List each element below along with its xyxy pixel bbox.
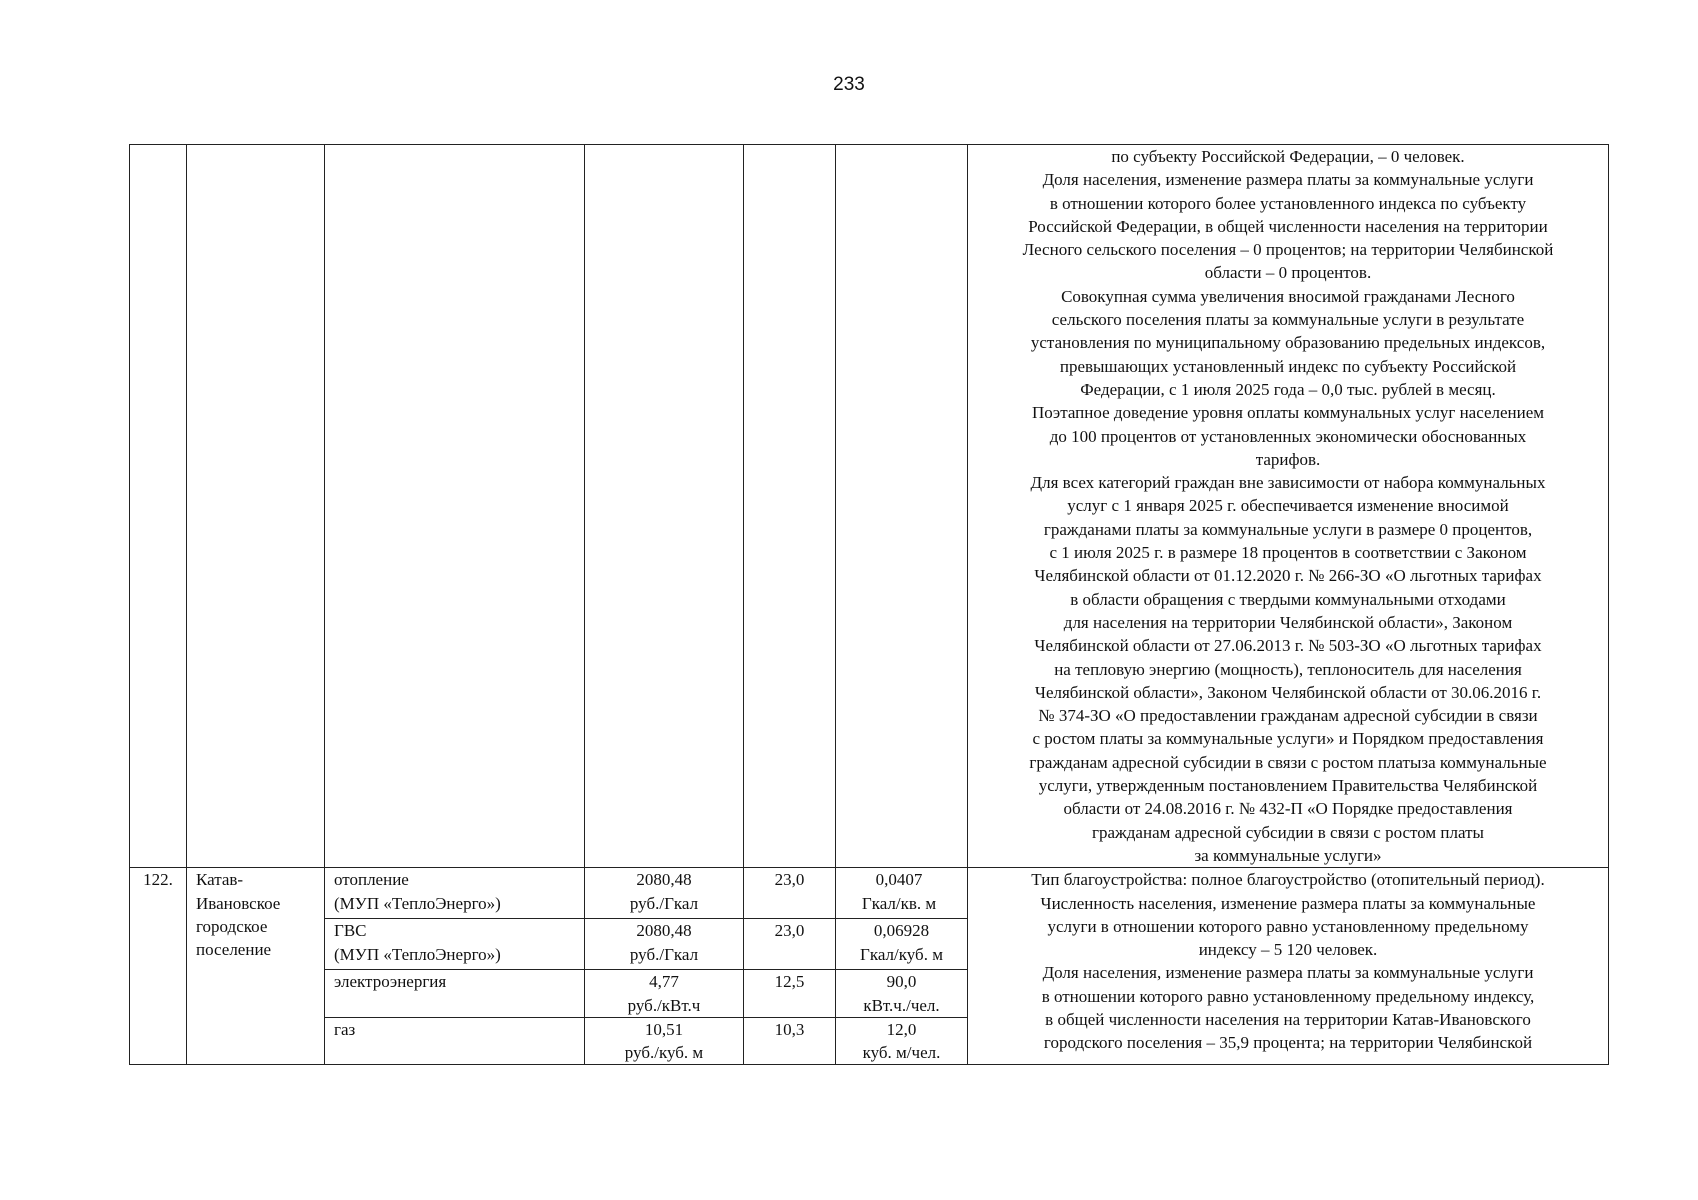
norm-cell: 90,0 кВт.ч./чел. [836, 970, 968, 1018]
service-name: отопление (МУП «ТеплоЭнерго») [325, 868, 585, 919]
text-line: Для всех категорий граждан вне зависимости от набора коммунальных [1030, 473, 1546, 493]
tariff-table [129, 144, 1609, 1065]
text-line: гражданам адресной субсидии в связи с ростом платы [1092, 822, 1484, 842]
text-line: для населения на территории Челябинской области», Законом [1063, 612, 1513, 632]
text-line: Челябинской области от 27.06.2013 г. № 503-ЗО «О льготных тарифах [1034, 636, 1542, 656]
text-line: области от 24.08.2016 г. № 432-П «О Порядке предоставления [1063, 799, 1513, 819]
text-line: с 1 июля 2025 г. в размере 18 процентов в соответствии с Законом [1049, 543, 1527, 563]
paragraph [977, 401, 1599, 471]
text-line: Российской Федерации, в общей численности населения на территории [1028, 216, 1548, 236]
tariff-cell: 10,51 руб./куб. м [585, 1017, 744, 1065]
service-name: ГВС (МУП «ТеплоЭнерго») [325, 919, 585, 970]
paragraph [977, 168, 1599, 284]
text-line: тарифов. [1255, 449, 1321, 469]
text-line: услуги в отношении которого равно установленному предельному [1047, 916, 1529, 936]
table-row [130, 868, 1609, 919]
entry-description [968, 868, 1609, 1065]
text-line: области – 0 процентов. [1204, 263, 1372, 283]
text-line: за коммунальные услуги» [1194, 845, 1382, 865]
text-line: услуг с 1 января 2025 г. обеспечивается изменение вносимой [1067, 496, 1509, 516]
text-line: до 100 процентов от установленных экономически обоснованных [1049, 426, 1527, 446]
index-cell: 23,0 [744, 919, 836, 970]
text-line: Тип благоустройства: полное благоустройство (отопительный период). [1031, 870, 1545, 890]
page-number: 233 [833, 74, 865, 95]
text-line: на тепловую энергию (мощность), теплоноситель для населения [1054, 659, 1522, 679]
paragraph [977, 471, 1599, 867]
index-cell: 23,0 [744, 868, 836, 919]
index-cell: 12,5 [744, 970, 836, 1018]
text-line: с ростом платы за коммунальные услуги» и Порядком предоставления [1032, 729, 1544, 749]
text-line: Доля населения, изменение размера платы за коммунальные услуги [1042, 963, 1534, 983]
text-line: сельского поселения платы за коммунальные услуги в результате [1051, 310, 1525, 330]
text-line: услуги, утвержденным постановлением Правительства Челябинской [1038, 776, 1538, 796]
text-line: по субъекту Российской Федерации, – 0 человек. [1111, 147, 1465, 166]
paragraph [977, 892, 1599, 962]
text-line: Поэтапное доведение уровня оплаты коммунальных услуг населением [1031, 403, 1545, 423]
text-line: городского поселения – 35,9 процента; на территории Челябинской [1043, 1033, 1533, 1053]
text-line: в отношении которого равно установленному предельному индексу, [1041, 986, 1535, 1006]
text-line: Численность населения, изменение размера платы за коммунальные [1040, 893, 1536, 913]
text-line: в области обращения с твердыми коммунальными отходами [1070, 589, 1506, 609]
service-name: газ [325, 1017, 585, 1065]
text-line: превышающих установленный индекс по субъекту Российской [1059, 356, 1517, 376]
text-line: Лесного сельского поселения – 0 процентов; на территории Челябинской [1022, 240, 1554, 260]
entry-number: 122. [130, 868, 187, 1065]
norm-cell: 12,0 куб. м/чел. [836, 1017, 968, 1065]
paragraph [977, 285, 1599, 401]
continuation-row [130, 145, 1609, 868]
norm-cell: 0,06928 Гкал/куб. м [836, 919, 968, 970]
municipality-name: Катав- Ивановское городское поселение [187, 868, 325, 1065]
tariff-cell: 2080,48 руб./Гкал [585, 868, 744, 919]
continuation-text [968, 145, 1609, 868]
text-line: Челябинской области от 01.12.2020 г. № 266-ЗО «О льготных тарифах [1034, 566, 1542, 586]
text-line: в общей численности населения на территории Катав-Ивановского [1045, 1009, 1531, 1029]
text-line: установления по муниципальному образованию предельных индексов, [1030, 333, 1546, 353]
text-line: Челябинской области», Законом Челябинской области от 30.06.2016 г. [1034, 682, 1542, 702]
text-line: Федерации, с 1 июля 2025 года – 0,0 тыс. рублей в месяц. [1080, 379, 1496, 399]
tariff-cell: 4,77 руб./кВт.ч [585, 970, 744, 1018]
paragraph [977, 145, 1599, 168]
paragraph [977, 961, 1599, 1054]
text-line: гражданами платы за коммунальные услуги в размере 0 процентов, [1043, 519, 1533, 539]
text-line: индексу – 5 120 человек. [1198, 940, 1378, 960]
index-cell: 10,3 [744, 1017, 836, 1065]
text-line: в отношении которого более установленного индекса по субъекту [1049, 193, 1527, 213]
service-name: электроэнергия [325, 970, 585, 1018]
text-line: Совокупная сумма увеличения вносимой гражданами Лесного [1061, 286, 1515, 306]
tariff-cell: 2080,48 руб./Гкал [585, 919, 744, 970]
text-line: № 374-ЗО «О предоставлении гражданам адресной субсидии в связи [1038, 706, 1538, 726]
paragraph [977, 868, 1599, 891]
text-line: Доля населения, изменение размера платы за коммунальные услуги [1042, 170, 1534, 190]
text-line: гражданам адресной субсидии в связи с ростом платыза коммунальные [1029, 752, 1547, 772]
norm-cell: 0,0407 Гкал/кв. м [836, 868, 968, 919]
